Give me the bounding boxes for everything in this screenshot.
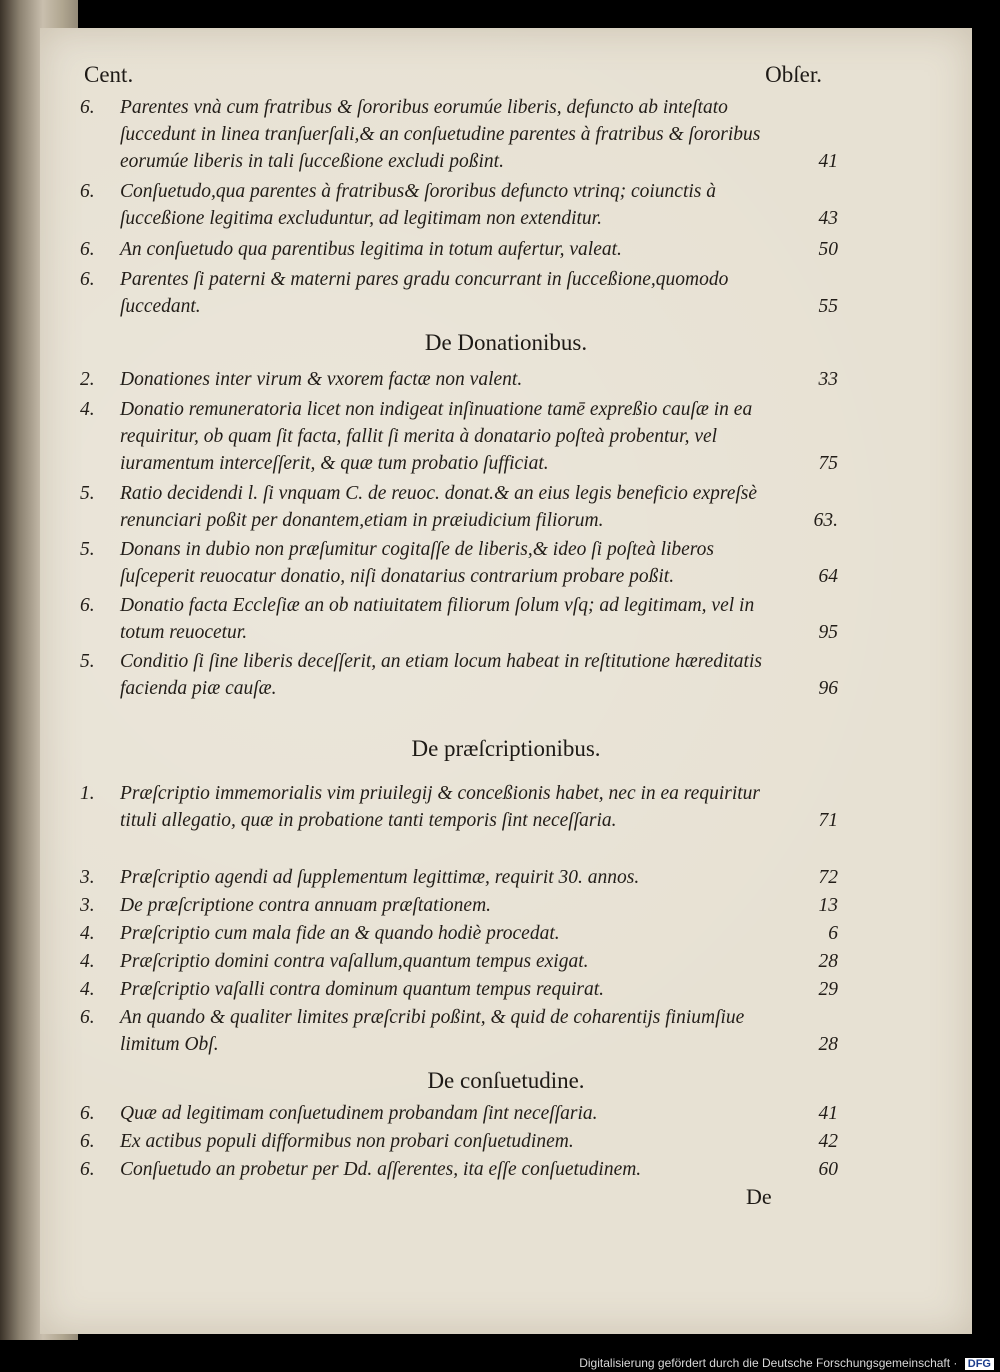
entry-page-ref: 71	[818, 810, 838, 831]
entry-number: 6.	[80, 1159, 95, 1180]
entry-text: Præſcriptio vaſalli contra dominum quantum tempus requirat.	[120, 979, 605, 1000]
index-entry	[80, 976, 838, 1003]
entry-page-ref: 41	[818, 151, 838, 172]
section-heading: De conſuetudine.	[427, 1068, 585, 1093]
entry-text: An conſuetudo qua parentibus legitima in totum aufertur, valeat.	[120, 239, 622, 260]
entry-text: De præſcriptione contra annuam præſtationem.	[120, 895, 492, 916]
index-entry	[80, 178, 838, 232]
entry-text: Quæ ad legitimam conſuetudinem probandam ſint neceſſaria.	[120, 1103, 598, 1124]
entry-page-ref: 64	[818, 566, 838, 587]
index-entry	[80, 780, 838, 834]
entry-number: 5.	[80, 483, 95, 504]
index-entry	[80, 920, 838, 947]
index-entry	[80, 1100, 838, 1127]
entry-number: 6.	[80, 1131, 95, 1152]
entry-page-ref: 63.	[813, 510, 838, 531]
entry-page-ref: 6	[828, 923, 838, 944]
entry-number: 6.	[80, 1103, 95, 1124]
section-heading: De præſcriptionibus.	[411, 736, 601, 761]
entry-page-ref: 43	[818, 208, 838, 229]
entry-number: 6.	[80, 239, 95, 260]
index-entry	[80, 892, 838, 919]
entry-number: 3.	[80, 895, 95, 916]
entry-number: 3.	[80, 867, 95, 888]
entry-number: 6.	[80, 97, 95, 118]
entry-number: 4.	[80, 399, 95, 420]
index-entry	[80, 948, 838, 975]
entry-text: Conditio ſi ſine liberis deceſſerit, an etiam locum habeat in reſtitutione hæreditatis facienda piæ cauſæ.	[120, 651, 762, 699]
entry-number: 4.	[80, 923, 95, 944]
entry-number: 4.	[80, 951, 95, 972]
entry-page-ref: 60	[818, 1159, 838, 1180]
index-entry	[80, 236, 838, 263]
entry-number: 1.	[80, 783, 95, 804]
running-head-right: Obſer.	[765, 62, 822, 87]
entry-text: Ratio decidendi l. ſi vnquam C. de reuoc. donat.& an eius legis beneficio expreſsè renunciari poßit per donantem,etiam in præiudicium filiorum.	[120, 483, 758, 531]
entry-page-ref: 95	[818, 622, 838, 643]
entry-page-ref: 55	[818, 296, 838, 317]
entry-text: Conſuetudo,qua parentes à fratribus& ſororibus defuncto vtrinq; coiunctis à ſucceßione legitima excluduntur, ad legitimam non extenditur.	[120, 181, 716, 229]
index-entry	[80, 396, 838, 477]
entry-number: 5.	[80, 539, 95, 560]
entry-text: Donatio facta Eccleſiæ an ob natiuitatem filiorum ſolum vſq; ad legitimam, vel in totum reuocetur.	[120, 595, 755, 643]
index-entry	[80, 1156, 838, 1183]
entry-number: 5.	[80, 651, 95, 672]
index-entry	[80, 536, 838, 590]
entry-number: 6.	[80, 595, 95, 616]
entry-text: Præſcriptio domini contra vaſallum,quantum tempus exigat.	[120, 951, 589, 972]
entry-text: Conſuetudo an probetur per Dd. aſſerentes, ita eſſe conſuetudinem.	[120, 1159, 642, 1180]
entry-page-ref: 33	[818, 369, 838, 390]
index-entry	[80, 592, 838, 646]
entry-page-ref: 13	[818, 895, 838, 916]
digitization-credit	[579, 1356, 994, 1370]
entry-text: Donatio remuneratoria licet non indigeat inſinuatione tamē expreßio cauſæ in ea requiritur, ob quam ſit facta, fallit ſi merita à donatario poſteà probentur, vel iuramentum interceſſerit, & quæ tum probatio ſufficiat.	[120, 399, 753, 474]
index-entry	[80, 864, 838, 891]
index-entry	[80, 1004, 838, 1058]
entry-text: An quando & qualiter limites præſcribi poßint, & quid de coharentijs finiumſiue limitum Obſ.	[120, 1007, 745, 1055]
entry-number: 6.	[80, 269, 95, 290]
entry-page-ref: 42	[818, 1131, 838, 1152]
catchword: De	[746, 1184, 772, 1209]
section-heading: De Donationibus.	[424, 330, 588, 355]
entry-page-ref: 75	[818, 453, 838, 474]
book-page	[40, 28, 972, 1334]
entry-number: 2.	[80, 369, 95, 390]
entry-page-ref: 28	[818, 951, 838, 972]
entry-page-ref: 41	[818, 1103, 838, 1124]
entry-text: Parentes vnà cum fratribus & ſororibus eorumúe liberis, defuncto ab inteſtato ſuccedunt in linea tranſuerſali,& an conſuetudine parentes à fratribus & ſororibus eorumúe liberis in tali ſucceßione excludi poßint.	[120, 97, 761, 172]
entry-text: Præſcriptio immemorialis vim priuilegij & conceßionis habet, nec in ea requiritur tituli allegatio, quæ in probatione tanti temporis ſint neceſſaria.	[120, 783, 760, 831]
index-entry	[80, 1128, 838, 1155]
entry-text: Præſcriptio agendi ad ſupplementum legittimæ, requirit 30. annos.	[120, 867, 640, 888]
entry-number: 6.	[80, 1007, 95, 1028]
entry-number: 6.	[80, 181, 95, 202]
entry-page-ref: 96	[818, 678, 838, 699]
entry-text: Præſcriptio cum mala fide an & quando hodiè procedat.	[120, 923, 560, 944]
entry-page-ref: 29	[818, 979, 838, 1000]
entry-text: Parentes ſi paterni & materni pares gradu concurrant in ſucceßione,quomodo ſuccedant.	[120, 269, 729, 317]
entry-number: 4.	[80, 979, 95, 1000]
entry-page-ref: 28	[818, 1034, 838, 1055]
index-entry	[80, 266, 838, 320]
entry-text: Donationes inter virum & vxorem factæ non valent.	[120, 369, 523, 390]
credit-text: Digitalisierung gefördert durch die Deutsche Forschungsgemeinschaft ·	[579, 1356, 958, 1370]
entry-page-ref: 50	[818, 239, 838, 260]
entry-page-ref: 72	[818, 867, 838, 888]
entry-text: Ex actibus populi difformibus non probari conſuetudinem.	[120, 1131, 574, 1152]
entry-text: Donans in dubio non præſumitur cogitaſſe de liberis,& ideo ſi poſteà liberos ſuſceperit reuocatur donatio, niſi donatarius contrarium probare poßit.	[120, 539, 715, 587]
index-entry	[80, 480, 838, 534]
index-entry	[80, 94, 838, 175]
index-entry	[80, 648, 838, 702]
dfg-logo: DFG	[965, 1358, 994, 1370]
running-head-left: Cent.	[84, 62, 134, 87]
index-entry	[80, 366, 838, 393]
